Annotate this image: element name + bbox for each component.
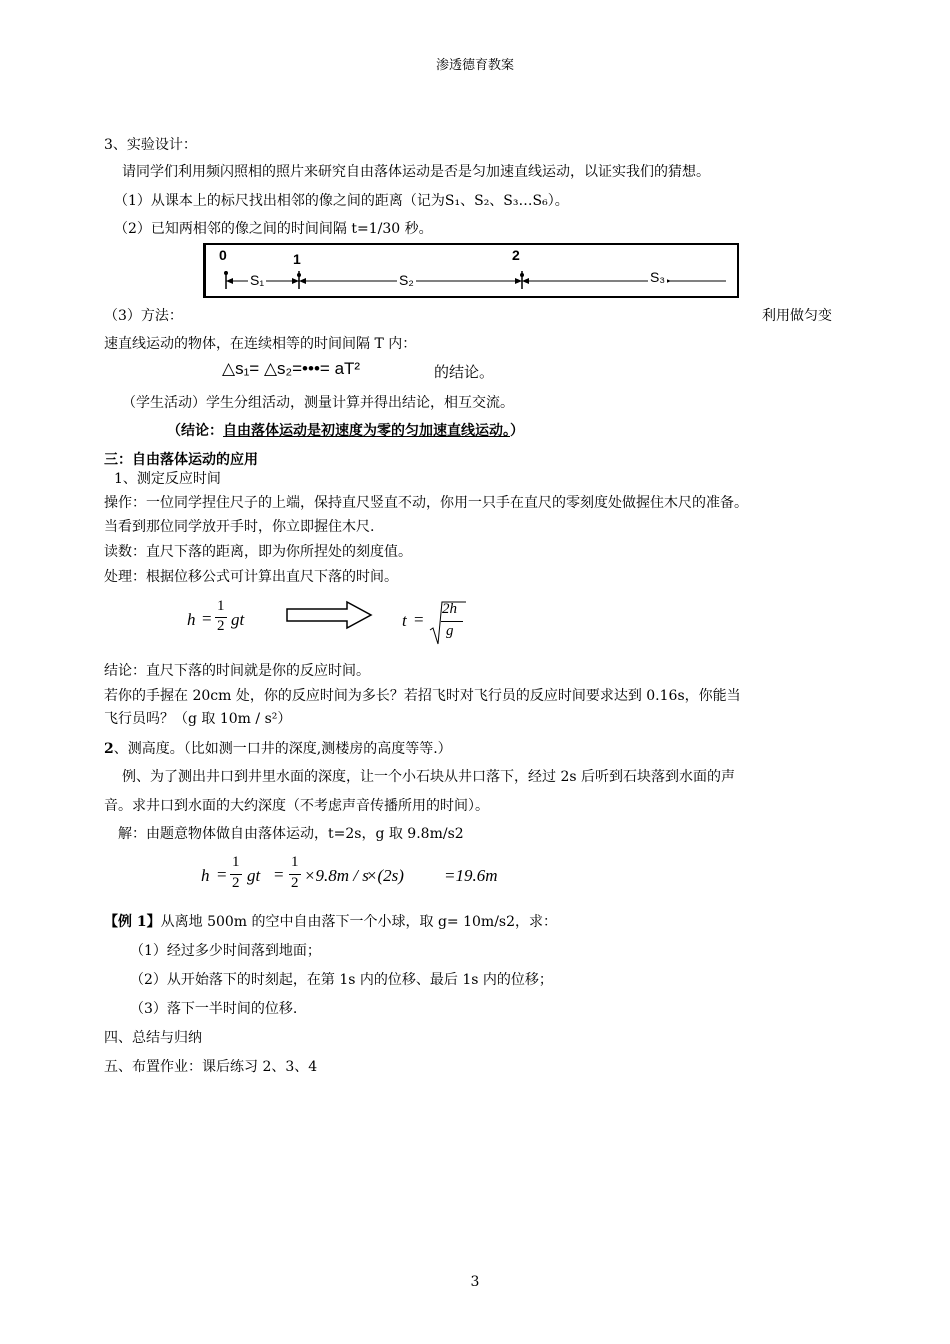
conclusion-main: 自由落体运动是初速度为零的匀加速直线运动。: [223, 423, 510, 439]
paragraph: 操作：一位同学捏住尺子的上端，保持直尺竖直不动，你用一只手在直尺的零刻度处做握住木尺的准备。: [104, 495, 748, 511]
subheading: 1、测定反应时间: [114, 471, 221, 487]
arrow-head: [515, 278, 522, 284]
eq-numerator: 1: [232, 854, 240, 870]
arrow-icon: [285, 600, 375, 630]
segment-label: S₃: [650, 269, 666, 285]
paragraph: 结论：直尺下落的时间就是你的反应时间。: [104, 663, 370, 679]
eq-symbol: =: [274, 865, 284, 884]
section-heading: 四、总结与归纳: [104, 1030, 202, 1046]
eq-symbol: =: [202, 609, 212, 628]
eq-denominator: g: [446, 623, 454, 639]
point-1: [297, 273, 301, 277]
paragraph: 读数：直尺下落的距离，即为你所捏处的刻度值。: [104, 544, 412, 560]
paragraph: 若你的手握在 20cm 处，你的反应时间为多长？若招飞时对飞行员的反应时间要求达到 0.16s，你能当: [104, 688, 741, 704]
eq-symbol: h: [187, 610, 196, 629]
arrow-head: [522, 278, 529, 284]
eq-symbol: gt: [247, 866, 261, 885]
point-2: [520, 273, 524, 277]
list-item: （2）从开始落下的时刻起，在第 1s 内的位移、最后 1s 内的位移；: [130, 972, 553, 988]
example-text: 从离地 500m 的空中自由落下一个小球，取 g= 10m/s2，求：: [160, 914, 558, 930]
point-label: 1: [293, 251, 301, 267]
list-item: （2）已知两相邻的像之间的时间间隔 t=1/30 秒。: [114, 221, 433, 237]
eq-symbol: =: [414, 610, 424, 629]
section-heading: 五、布置作业：课后练习 2、3、4: [104, 1059, 318, 1075]
method-text-right: 利用做匀变: [762, 308, 832, 324]
formula-tail: 的结论。: [434, 363, 495, 381]
example-label: 【例 1】: [104, 914, 161, 930]
sub-text: 、测高度。（比如测一口井的深度,测楼房的高度等等.）: [113, 741, 452, 757]
paragraph: 飞行员吗？（g 取 10m / s²）: [104, 711, 292, 727]
eq-denominator: 2: [217, 618, 225, 634]
segment-label: S₁: [250, 272, 265, 288]
paragraph: 当看到那位同学放开手时，你立即握住木尺.: [104, 519, 375, 535]
paragraph: 速直线运动的物体，在连续相等的时间间隔 T 内：: [104, 336, 417, 352]
eq-denominator: 2: [291, 875, 299, 891]
arrow-head: [299, 278, 306, 284]
list-item: （3）落下一半时间的位移.: [130, 1001, 298, 1017]
example: [104, 911, 557, 931]
sub-number: 2: [104, 741, 114, 757]
list-item: （1）从课本上的标尺找出相邻的像之间的距离（记为S₁、S₂、S₃…S₆）。: [114, 193, 569, 209]
paragraph: 例、为了测出井口到井里水面的深度，让一个小石块从井口落下，经过 2s 后听到石块落到水面的声: [122, 769, 735, 785]
page-header: 渗透德育教案: [435, 58, 514, 73]
method-label: （3）方法：: [104, 308, 183, 324]
segment-label: S₂: [399, 272, 414, 288]
section-heading: 三：自由落体运动的应用: [104, 452, 258, 468]
paragraph: 解：由题意物体做自由落体运动，t=2s，g 取 9.8m/s2: [118, 826, 464, 842]
eq-numerator: 1: [291, 854, 299, 870]
arrow-head: [292, 278, 299, 284]
arrow-head: [226, 278, 233, 284]
paragraph: （学生活动）学生分组活动，测量计算并得出结论，相互交流。: [122, 395, 514, 411]
section-heading: 3、实验设计：: [104, 137, 197, 153]
page-number: 3: [470, 1274, 480, 1290]
strobe-figure: [203, 243, 739, 298]
point-0: [224, 271, 228, 275]
paragraph: 音。求井口到水面的大约深度（不考虑声音传播所用的时间）。: [104, 798, 489, 814]
subheading: [104, 738, 452, 758]
paragraph: 请同学们利用频闪照相的照片来研究自由落体运动是否是匀加速直线运动，以证实我们的猜想。: [122, 164, 710, 180]
list-item: （1）经过多少时间落到地面；: [130, 943, 321, 959]
conclusion-suffix: ）: [510, 423, 524, 439]
point-label: 0: [219, 247, 227, 263]
eq-numerator: 2h: [442, 601, 457, 617]
eq-symbol: ×9.8m / s: [304, 866, 369, 885]
fraction-bar: [441, 621, 463, 622]
eq-symbol: =19.6m: [444, 866, 498, 885]
conclusion-prefix: （结论：: [167, 423, 223, 439]
eq-symbol: ×(2s): [366, 866, 404, 885]
eq-symbol: h: [201, 866, 210, 885]
formula: △s₁= △s₂=•••= aT²: [222, 359, 361, 378]
eq-symbol: t: [402, 611, 407, 630]
eq-numerator: 1: [217, 598, 225, 614]
conclusion: [167, 420, 524, 440]
point-label: 2: [512, 247, 520, 263]
eq-symbol: gt: [231, 610, 245, 629]
paragraph: 处理：根据位移公式可计算出直尺下落的时间。: [104, 569, 398, 585]
eq-symbol: =: [217, 865, 227, 884]
eq-denominator: 2: [232, 875, 240, 891]
